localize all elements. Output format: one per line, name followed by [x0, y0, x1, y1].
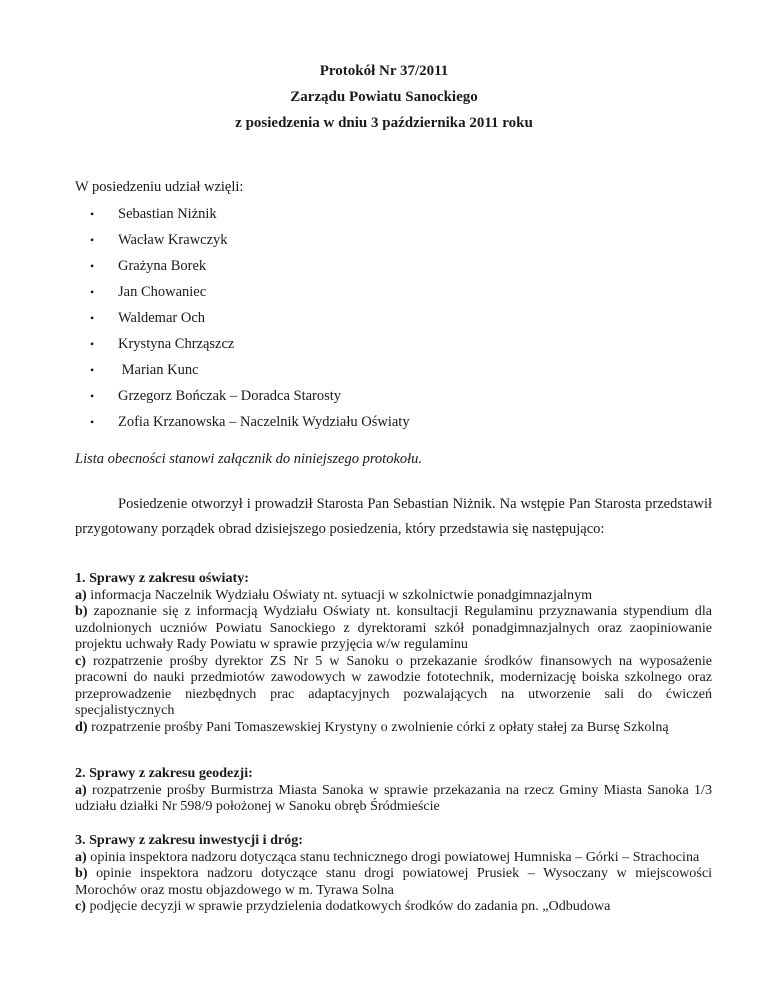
agenda-item	[75, 587, 712, 604]
section-heading: 2. Sprawy z zakresu geodezji:	[75, 765, 253, 781]
bullet-icon: •	[90, 259, 95, 273]
attendee-item	[75, 307, 715, 333]
item-letter: b)	[75, 603, 88, 619]
attendee-name: Grażyna Borek	[118, 258, 207, 274]
agenda-section-geodesy	[75, 765, 712, 815]
item-text: opinie inspektora nadzoru dotyczące stanu drogi powiatowej Prusiek – Wysoczany w miejscowości Morochów oraz mostu objazdowego w m. Tyrawa Solna	[75, 865, 712, 898]
item-text: rozpatrzenie prośby Burmistrza Miasta Sanoka w sprawie przekazania na rzecz Gminy Miasta Sanoka 1/3 udziału działki Nr 598/9 położonej w Sanoku obręb Śródmieście	[75, 781, 712, 814]
attendee-item	[75, 333, 715, 359]
agenda-section-investments-roads	[75, 832, 712, 915]
item-letter: a)	[75, 848, 87, 865]
item-text: rozpatrzenie prośby Pani Tomaszewskiej Krystyny o zwolnienie córki z opłaty stałej za Bursę Szkolną	[87, 718, 669, 735]
item-text: opinia inspektora nadzoru dotycząca stanu technicznego drogi powiatowej Humniska – Górki – Strachocina	[86, 848, 700, 865]
item-letter: b)	[75, 865, 88, 881]
item-letter: a)	[75, 781, 87, 798]
agenda-item	[75, 653, 712, 719]
bullet-icon: •	[90, 337, 95, 351]
bullet-icon: •	[90, 207, 95, 221]
attendee-name: Jan Chowaniec	[118, 284, 207, 300]
attendee-item	[75, 359, 715, 385]
attendee-item	[75, 229, 715, 255]
section-heading: 1. Sprawy z zakresu oświaty:	[75, 570, 249, 586]
bullet-icon: •	[90, 285, 95, 299]
attendee-name: Sebastian Niżnik	[118, 206, 217, 222]
attendee-name: Grzegorz Bończak – Doradca Starosty	[118, 388, 342, 404]
bullet-icon: •	[90, 363, 95, 377]
attendee-item	[75, 255, 715, 281]
attendee-name: Wacław Krawczyk	[118, 232, 228, 248]
attendee-name: Marian Kunc	[118, 362, 199, 378]
attendee-item	[75, 385, 715, 411]
item-letter: a)	[75, 586, 87, 603]
agenda-item	[75, 849, 712, 866]
item-text: podjęcie decyzji w sprawie przydzielenia dodatkowych środków do zadania pn. „Odbudowa	[85, 898, 611, 914]
bullet-icon: •	[90, 389, 95, 403]
agenda-item	[75, 603, 712, 653]
attendee-name: Krystyna Chrząszcz	[118, 336, 235, 352]
bullet-icon: •	[90, 311, 95, 325]
agenda-item	[75, 865, 712, 898]
attendee-list	[75, 203, 715, 437]
section-heading: 3. Sprawy z zakresu inwestycji i dróg:	[75, 832, 303, 848]
agenda-item	[75, 719, 712, 736]
attendee-item	[75, 203, 715, 229]
attendee-item	[75, 411, 715, 437]
agenda-section-education	[75, 570, 712, 735]
meeting-date: z posiedzenia w dniu 3 października 2011 roku	[235, 115, 533, 131]
item-letter: d)	[75, 718, 88, 735]
opening-paragraph: Posiedzenie otworzył i prowadził Starosta Pan Sebastian Niżnik. Na wstępie Pan Starosta przedstawił przygotowany porządek obrad dzisiejszego posiedzenia, który przedstawia się następująco:	[75, 496, 712, 537]
item-text: informacja Naczelnik Wydziału Oświaty nt. sytuacji w szkolnictwie ponadgimnazjalnym	[86, 586, 593, 603]
item-letter: c)	[75, 652, 86, 669]
attendee-name: Waldemar Och	[118, 310, 205, 326]
bullet-icon: •	[90, 415, 95, 429]
attendee-item	[75, 281, 715, 307]
attendance-note: Lista obecności stanowi załącznik do niniejszego protokołu.	[75, 451, 423, 467]
agenda-item	[75, 782, 712, 815]
attendee-name: Zofia Krzanowska – Naczelnik Wydziału Oświaty	[118, 414, 410, 430]
agenda-item	[75, 898, 712, 915]
item-letter: c)	[75, 898, 86, 914]
attendance-intro: W posiedzeniu udział wzięli:	[75, 179, 244, 195]
item-text: rozpatrzenie prośby dyrektor ZS Nr 5 w Sanoku o przekazanie środków finansowych na wyposażenie pracowni do nauki przedmiotów zawodowych w zawodzie fototechnik, modernizację boiska szkolnego oraz przeprowadzenie niezbędnych prac adaptacyjnych pozwalających na utworzenie sali do ćwiczeń specjalistycznych	[75, 652, 712, 718]
bullet-icon: •	[90, 233, 95, 247]
board-name: Zarządu Powiatu Sanockiego	[290, 89, 478, 105]
protocol-number: Protokół Nr 37/2011	[319, 63, 449, 79]
item-text: zapoznanie się z informacją Wydziału Oświaty nt. konsultacji Regulaminu przyznawania stypendium dla uzdolnionych uczniów Powiatu Sanockiego z dyrektorami szkół ponadgimnazjalnych oraz zaopiniowanie projektu uchwały Rady Powiatu w sprawie przyjęcia w/w regulaminu	[75, 603, 712, 652]
